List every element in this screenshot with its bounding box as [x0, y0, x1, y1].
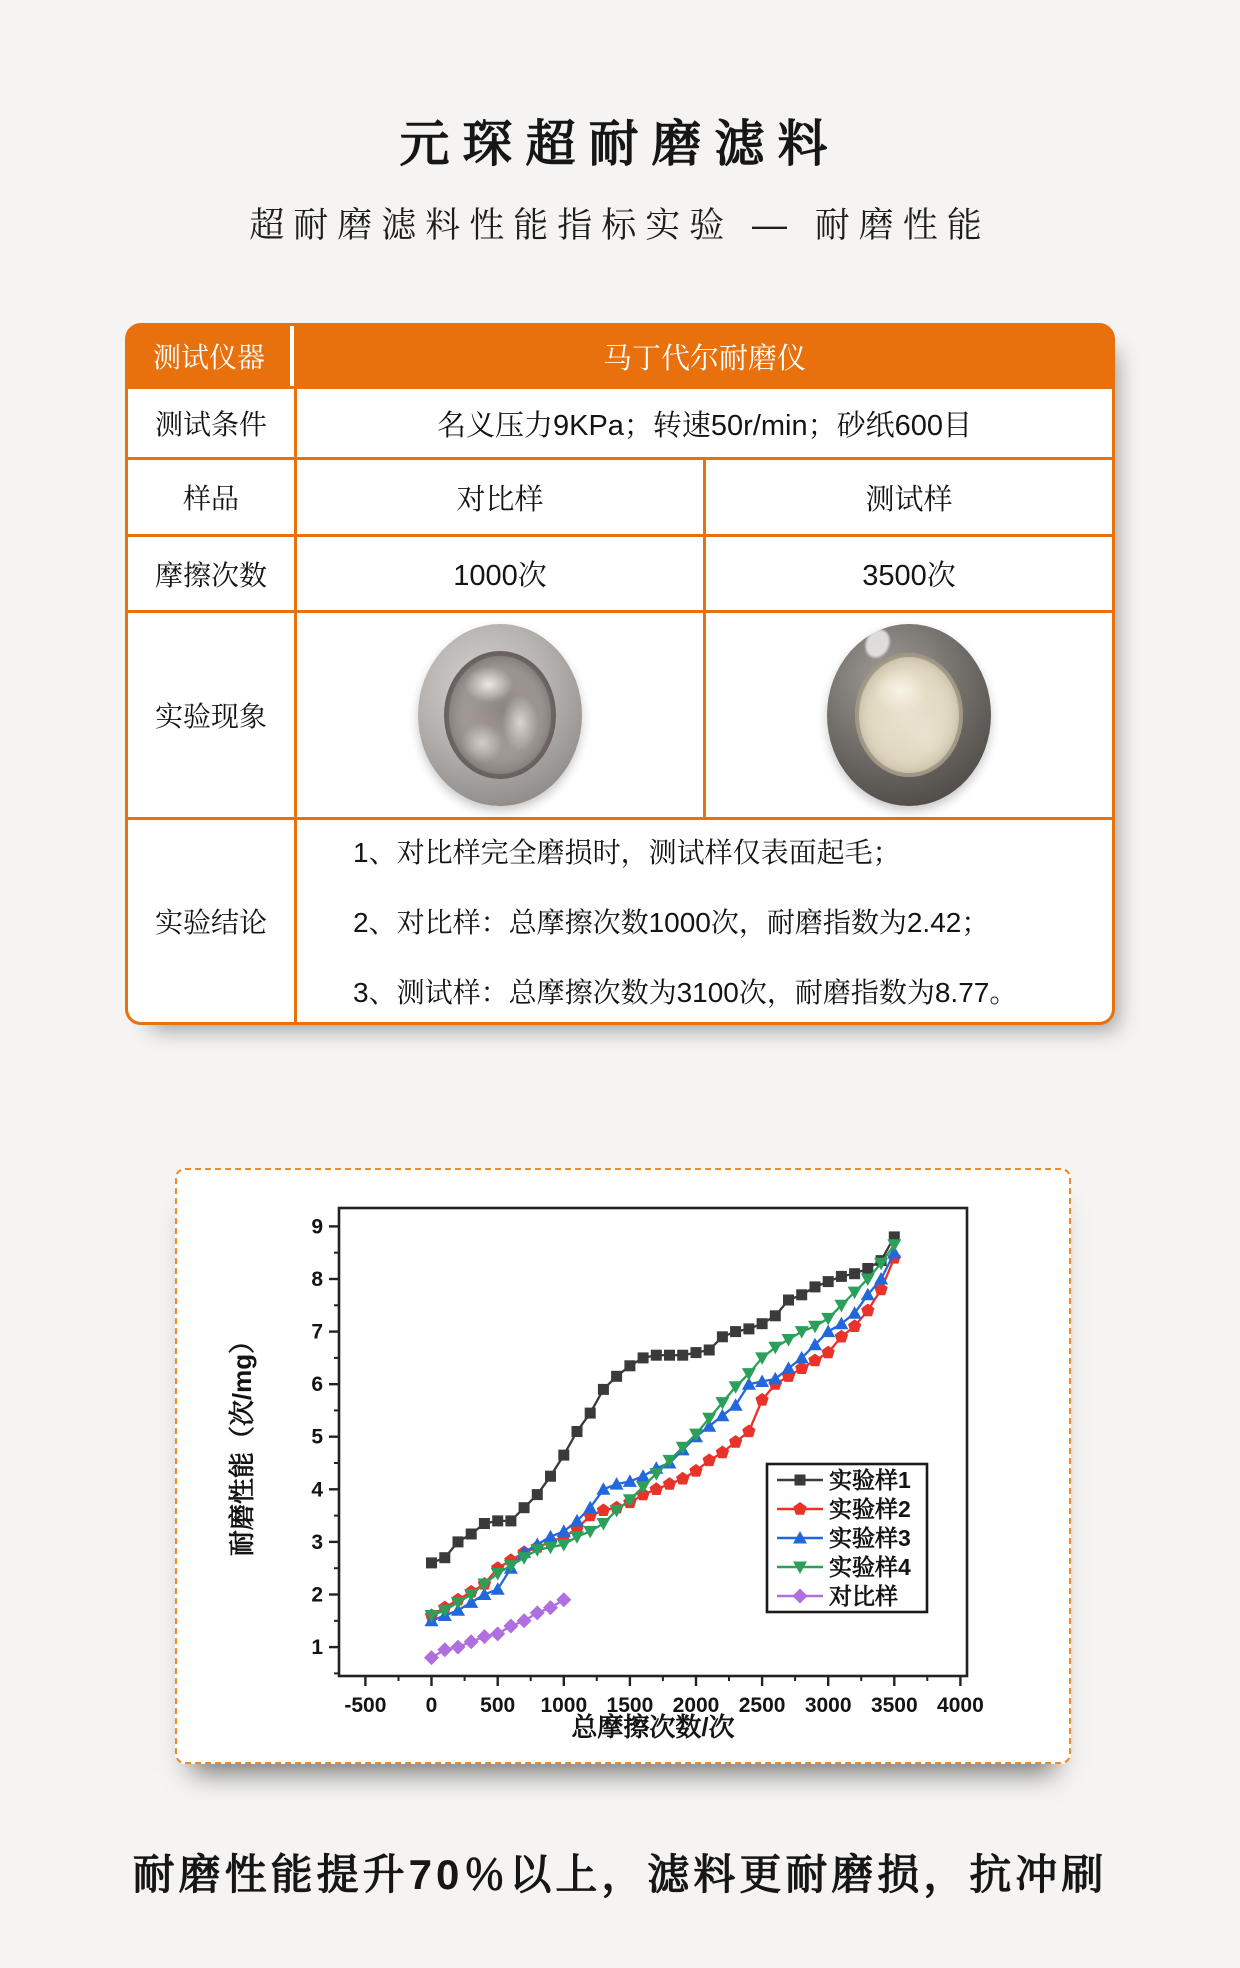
row-conditions-value: 名义压力9KPa；转速50r/min；砂纸600目	[297, 389, 1112, 457]
svg-text:9: 9	[311, 1215, 323, 1239]
svg-text:实验样3: 实验样3	[829, 1525, 911, 1551]
row-frictions-label: 摩擦次数	[128, 537, 294, 610]
svg-text:500: 500	[480, 1694, 516, 1717]
page-subtitle: 超耐磨滤料性能指标实验 — 耐磨性能	[249, 206, 991, 245]
row-conclusion-value	[297, 820, 1112, 1022]
sample-disc-comparison-image	[418, 624, 582, 806]
chart-card	[175, 1168, 1071, 1764]
svg-text:-500: -500	[344, 1694, 387, 1717]
conclusion-item: 2、对比样：总摩擦次数1000次，耐磨指数为2.42；	[353, 907, 990, 938]
svg-text:1000: 1000	[540, 1694, 588, 1717]
svg-text:0: 0	[425, 1694, 438, 1717]
svg-text:2000: 2000	[672, 1694, 720, 1717]
svg-text:4: 4	[311, 1478, 323, 1502]
svg-text:7: 7	[311, 1320, 323, 1344]
page-title: 元琛超耐磨滤料	[399, 116, 841, 172]
svg-text:1: 1	[311, 1636, 323, 1660]
svg-text:3000: 3000	[804, 1694, 852, 1717]
svg-text:8: 8	[311, 1268, 323, 1291]
row-frictions-test: 3500次	[706, 537, 1112, 610]
row-phenomenon-test-cell	[706, 613, 1112, 817]
row-sample-test: 测试样	[706, 460, 1112, 534]
svg-text:2: 2	[311, 1583, 323, 1607]
row-instrument-label: 测试仪器	[128, 326, 294, 386]
svg-text:对比样: 对比样	[829, 1583, 898, 1609]
sample-disc-test-image	[827, 624, 991, 806]
row-sample-label: 样品	[128, 460, 294, 534]
row-instrument-value: 马丁代尔耐磨仪	[297, 326, 1112, 386]
svg-text:3: 3	[311, 1530, 323, 1554]
bottom-slogan: 耐磨性能提升70％以上，滤料更耐磨损，抗冲刷	[132, 1851, 1108, 1898]
svg-text:6: 6	[311, 1373, 323, 1397]
svg-text:5: 5	[311, 1425, 323, 1449]
row-conclusion-label: 实验结论	[128, 820, 294, 1022]
svg-text:耐磨性能（次/mg）: 耐磨性能（次/mg）	[227, 1327, 257, 1557]
conclusion-item: 3、测试样：总摩擦次数为3100次，耐磨指数为8.77。	[353, 977, 1018, 1008]
row-phenomenon-label: 实验现象	[128, 613, 294, 817]
svg-text:1500: 1500	[606, 1694, 654, 1717]
svg-text:实验样2: 实验样2	[829, 1496, 911, 1522]
conclusion-item: 1、对比样完全磨损时，测试样仅表面起毛；	[353, 837, 901, 868]
wear-chart-svg	[177, 1170, 1065, 1758]
svg-text:2500: 2500	[738, 1694, 786, 1717]
svg-text:3500: 3500	[870, 1694, 918, 1717]
svg-text:总摩擦次数/次: 总摩擦次数/次	[571, 1712, 735, 1742]
row-frictions-comparison: 1000次	[297, 537, 703, 610]
svg-text:实验样1: 实验样1	[829, 1467, 911, 1493]
svg-text:实验样4: 实验样4	[829, 1554, 911, 1580]
row-conditions-label: 测试条件	[128, 389, 294, 457]
svg-text:4000: 4000	[937, 1694, 984, 1717]
test-results-table	[125, 323, 1115, 1025]
row-sample-comparison: 对比样	[297, 460, 703, 534]
row-phenomenon-comparison-cell	[297, 613, 703, 817]
